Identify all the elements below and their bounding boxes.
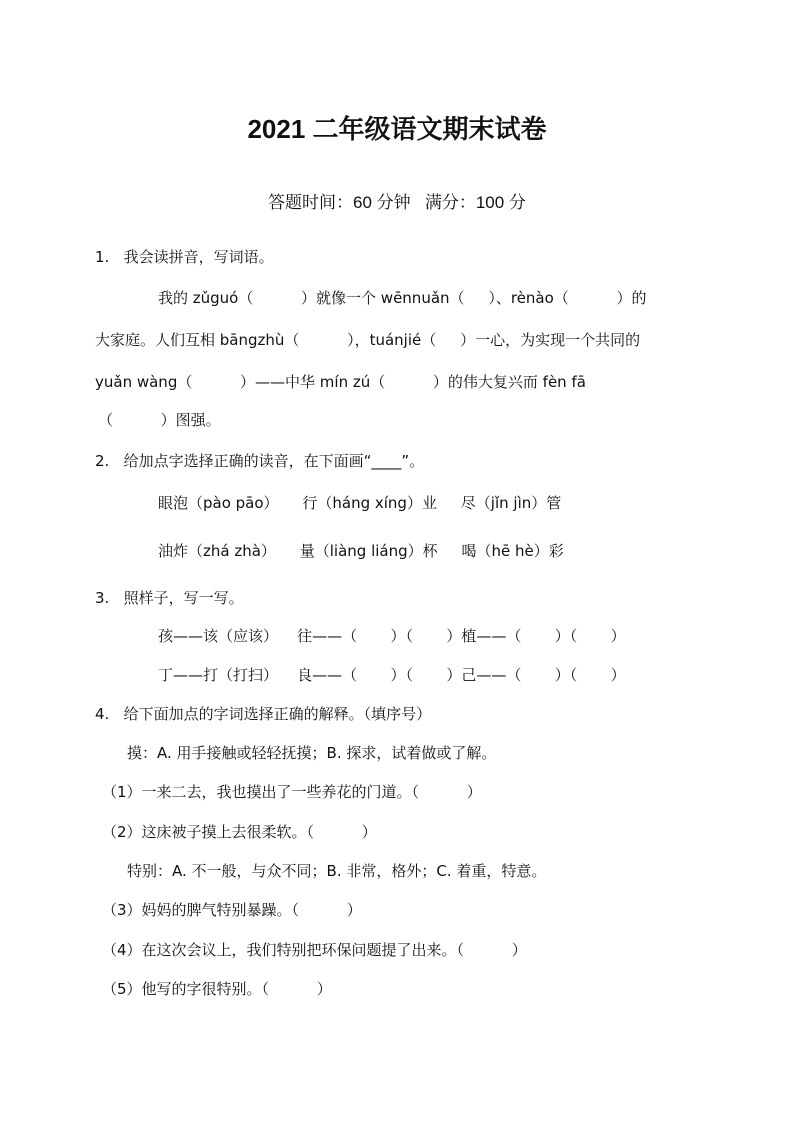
definition-mo: 摸：A. 用手接触或轻轻抚摸；B. 探求，试着做或了解。 — [127, 744, 497, 762]
exam-info: 答题时间：60 分钟 满分：100 分 — [268, 193, 526, 212]
question-4-item: （3）妈妈的脾气特别暴躁。（ ） — [102, 901, 362, 919]
question-1-line: yuǎn wàng（ ）——中华 mín zú（ ）的伟大复兴而 fèn fā — [95, 373, 586, 391]
question-4-item: （5）他写的字很特别。（ ） — [102, 980, 332, 998]
question-1-line: （ ）图强。 — [98, 411, 221, 429]
question-1-line: 大家庭。人们互相 bāngzhù（ ），tuánjié（ ）一心，为实现一个共同的 — [95, 331, 641, 349]
question-4-item: （1）一来二去，我也摸出了一些养花的门道。（ ） — [102, 783, 482, 801]
question-2-heading: 2. 给加点字选择正确的读音，在下面画“____”。 — [95, 452, 425, 470]
question-2-options: 眼泡（pào pāo） 行（háng xíng）业 尽（jǐn jìn）管 — [158, 494, 562, 512]
question-4-item: （2）这床被子摸上去很柔软。（ ） — [102, 823, 377, 841]
question-2-options: 油炸（zhá zhà） 量（liàng liáng）杯 喝（hē hè）彩 — [158, 542, 564, 560]
question-3-line: 丁——打（打扫） 良——（ ）（ ）己——（ ）（ ） — [158, 666, 626, 684]
question-4-heading: 4. 给下面加点的字词选择正确的解释。（填序号） — [95, 705, 432, 723]
page-title: 2021 二年级语文期末试卷 — [247, 114, 547, 144]
definition-tebie: 特别：A. 不一般，与众不同；B. 非常，格外；C. 着重，特意。 — [127, 862, 547, 880]
question-1-line: 我的 zǔguó（ ）就像一个 wēnnuǎn（ ）、rènào（ ）的 — [158, 289, 647, 307]
question-3-heading: 3. 照样子，写一写。 — [95, 589, 244, 607]
question-1-heading: 1. 我会读拼音，写词语。 — [95, 248, 274, 266]
question-3-line: 孩——该（应该） 往——（ ）（ ）植——（ ）（ ） — [158, 627, 626, 645]
question-4-item: （4）在这次会议上，我们特别把环保问题提了出来。（ ） — [102, 941, 527, 959]
